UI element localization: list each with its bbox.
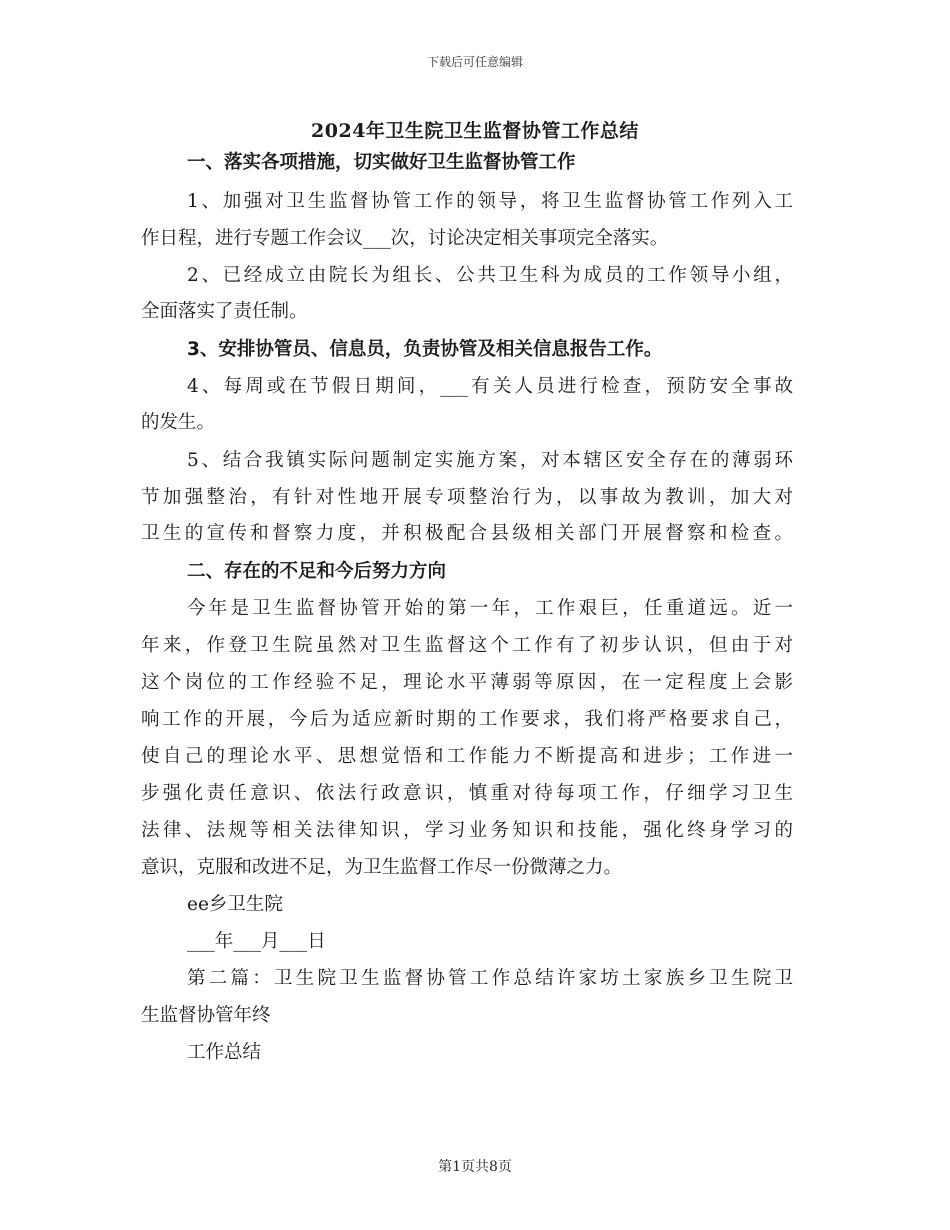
paragraph-line: 作日程，进行专题工作会议___次，讨论决定相关事项完全落实。	[141, 228, 669, 249]
paragraph-line: 今年是卫生监督协管开始的第一年，工作艰巨，任重道远。近一	[187, 598, 793, 619]
bold-item-3: 3、安排协管员、信息员，负责协管及相关信息报告工作。	[187, 339, 663, 360]
section-heading-1: 一、落实各项措施，切实做好卫生监督协管工作	[187, 152, 576, 173]
signature-org: ee乡卫生院	[187, 894, 283, 915]
paragraph-line: 节加强整治，有针对性地开展专项整治行为，以事故为教训，加大对	[141, 487, 793, 508]
page-header: 下载后可任意编辑	[426, 55, 523, 69]
paragraph-line: 法律、法规等相关法律知识，学习业务知识和技能，强化终身学习的	[141, 820, 793, 841]
paragraph-line: 第二篇：卫生院卫生监督协管工作总结许家坊土家族乡卫生院卫	[187, 968, 793, 989]
paragraph-line: 这个岗位的工作经验不足，理论水平薄弱等原因，在一定程度上会影	[141, 672, 793, 693]
paragraph-line: 步强化责任意识、依法行政意识，慎重对待每项工作，仔细学习卫生	[141, 783, 793, 804]
document-title: 2024年卫生院卫生监督协管工作总结	[311, 120, 639, 142]
paragraph-line: 的发生。	[141, 412, 216, 433]
section-heading-2: 二、存在的不足和今后努力方向	[187, 561, 447, 582]
paragraph-line: 5、结合我镇实际问题制定实施方案，对本辖区安全存在的薄弱环	[187, 450, 793, 471]
paragraph-line: 1、加强对卫生监督协管工作的领导，将卫生监督协管工作列入工	[187, 191, 793, 212]
page-footer: 第1页共8页	[438, 1159, 512, 1175]
paragraph-line: 工作总结	[187, 1042, 262, 1063]
paragraph-line: 年来，作登卫生院虽然对卫生监督这个工作有了初步认识，但由于对	[141, 635, 793, 656]
paragraph-line: 全面落实了责任制。	[141, 301, 308, 322]
paragraph-line: 4、每周或在节假日期间，___有关人员进行检查，预防安全事故	[187, 376, 793, 397]
signature-date: ___年___月___日	[187, 931, 326, 952]
paragraph-line: 意识，克服和改进不足，为卫生监督工作尽一份微薄之力。	[141, 857, 623, 878]
paragraph-line: 生监督协管年终	[141, 1005, 271, 1026]
paragraph-line: 2、已经成立由院长为组长、公共卫生科为成员的工作领导小组，	[187, 265, 793, 286]
paragraph-line: 响工作的开展，今后为适应新时期的工作要求，我们将严格要求自己，	[141, 709, 793, 730]
paragraph-line: 使自己的理论水平、思想觉悟和工作能力不断提高和进步；工作进一	[141, 746, 793, 767]
paragraph-line: 卫生的宣传和督察力度，并积极配合县级相关部门开展督察和检查。	[141, 523, 793, 544]
